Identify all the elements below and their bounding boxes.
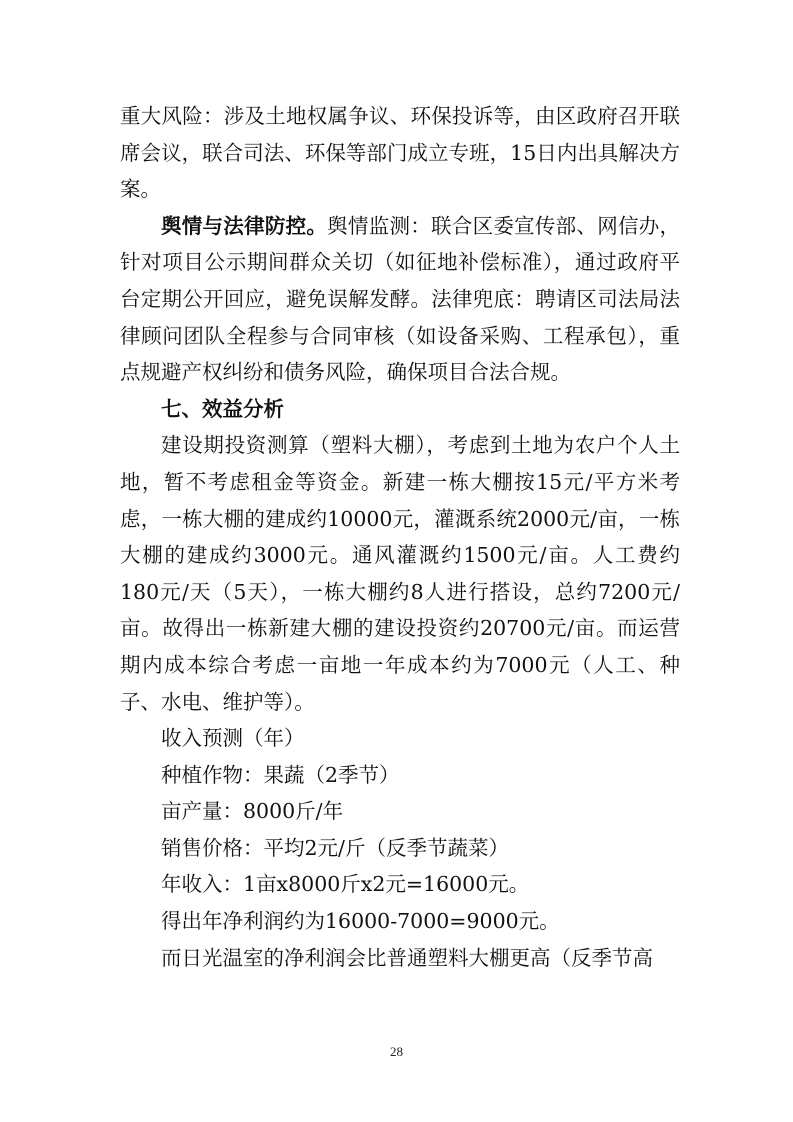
yield-line: 亩产量：8000斤/年: [161, 799, 344, 824]
crop-line: 种植作物：果蔬（2季节）: [161, 762, 400, 787]
opinion-legal-title: 舆情与法律防控。: [161, 213, 328, 238]
price-line: 销售价格：平均2元/斤（反季节蔬菜）: [161, 835, 509, 860]
section-heading: 七、效益分析: [161, 396, 284, 421]
income-forecast-line: 收入预测（年）: [161, 726, 305, 751]
page-number: 28: [390, 1044, 403, 1059]
annual-income-line: 年收入：1亩x8000斤x2元=16000元。: [161, 872, 530, 897]
opinion-legal-paragraph: [120, 208, 680, 391]
risk-paragraph: 重大风险：涉及土地权属争议、环保投诉等，由区政府召开联席会议，联合司法、环保等部门成立专班，15日内出具解决方案。: [120, 104, 680, 202]
greenhouse-line: 而日光温室的净利润会比普通塑料大棚更高（反季节高: [161, 945, 653, 970]
document-body: [120, 98, 680, 976]
investment-paragraph: 建设期投资测算（塑料大棚），考虑到土地为农户个人土地，暂不考虑租金等资金。新建一栋大棚按15元/平方米考虑，一栋大棚的建成约10000元，灌溉系统2000元/亩，一栋大棚的建成约3000元。通风灌溉约1500元/亩。人工费约180元/天（5天），一栋大棚约8人进行搭设，总约7200元/亩。故得出一栋新建大棚的建设投资约20700元/亩。而运营期内成本综合考虑一亩地一年成本约为7000元（人工、种子、水电、维护等）。: [120, 433, 680, 714]
net-profit-line: 得出年净利润约为16000-7000=9000元。: [161, 909, 560, 934]
opinion-legal-body: 舆情监测：联合区委宣传部、网信办，针对项目公示期间群众关切（如征地补偿标准），通过政府平台定期公开回应，避免误解发酵。法律兜底：聘请区司法局法律顾问团队全程参与合同审核（如设备采购、工程承包），重点规避产权纠纷和债务风险，确保项目合法合规。: [120, 213, 681, 385]
